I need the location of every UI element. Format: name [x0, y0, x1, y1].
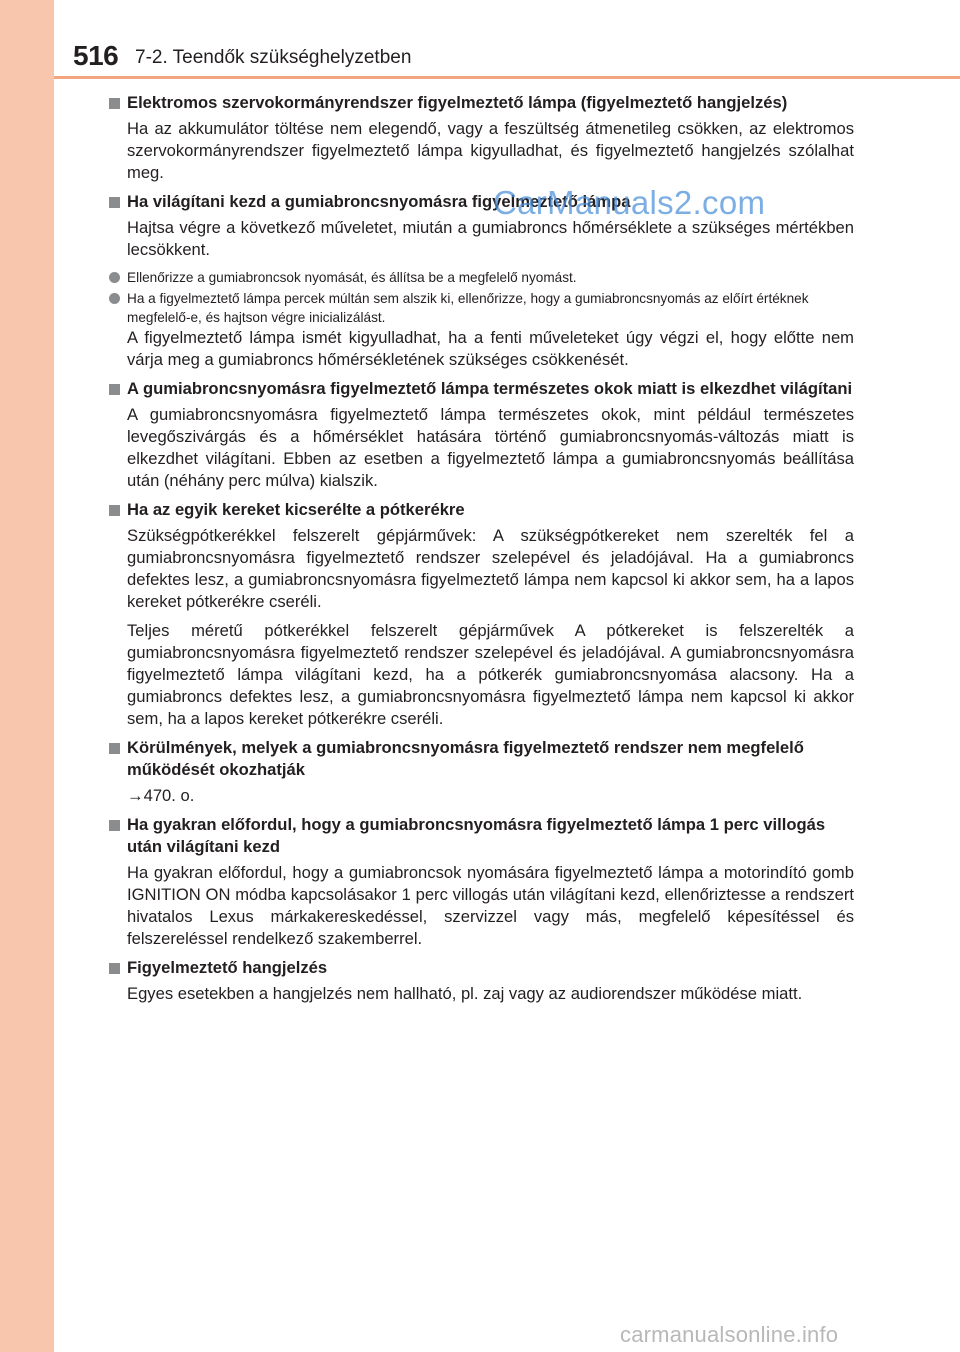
- square-bullet-icon: [109, 963, 120, 974]
- section-paragraph: A figyelmeztető lámpa ismét kigyulladhat, ha a fenti műveleteket úgy végzi el, hogy előtte nem várja meg a gumiabroncs hőmérsékletének szükséges csökkenését.: [127, 328, 854, 369]
- section-heading-text: Ha az egyik kereket kicserélte a pótkerékre: [127, 500, 465, 519]
- section-heading-text: Ha világítani kezd a gumiabroncsnyomásra figyelmeztető lámpa: [127, 192, 631, 211]
- list-item-text: Ellenőrizze a gumiabroncsok nyomását, és állítsa be a megfelelő nyomást.: [127, 270, 577, 285]
- section-heading-text: Ha gyakran előfordul, hogy a gumiabroncsnyomásra figyelmeztető lámpa 1 perc villogás után világítani kezd: [127, 815, 826, 856]
- round-bullet-icon: [109, 272, 120, 283]
- list-item: [108, 268, 854, 287]
- section-heading-text: A gumiabroncsnyomásra figyelmeztető lámpa természetes okok miatt is elkezdhet világítani: [127, 379, 853, 398]
- section-paragraph: Szükségpótkerékkel felszerelt gépjárművek: A szükségpótkereket nem szerelték fel a gumiabroncsnyomásra figyelmeztető rendszer szelepével és jeladójával. Ha a gumiabroncs defektes lesz, a gumiabroncsnyomásra figyelmeztető lámpa nem kapcsol ki akkor sem, ha a lapos kereket pótkerékre cseréli.: [127, 526, 854, 611]
- round-bullet-icon: [109, 293, 120, 304]
- page-content: [108, 92, 854, 1012]
- watermark-bottom: carmanualsonline.info: [620, 1322, 839, 1347]
- section-paragraph: Teljes méretű pótkerékkel felszerelt gépjárművek A pótkereket is felszerelték a gumiabroncsnyomásra figyelmeztető rendszer szelepével és jeladójával. A gumiabroncsnyomásra figyelmeztető lámpa világítani kezd, ha a pótkerék gumiabroncsnyomása alacsony. Ha a gumiabroncs defektes lesz, a gumiabroncsnyomásra figyelmeztető lámpa nem kapcsol ki akkor sem, ha a lapos kereket pótkerékre cseréli.: [127, 621, 854, 728]
- section-heading: [108, 378, 854, 400]
- header-divider: [54, 76, 960, 79]
- section-paragraph: Hajtsa végre a következő műveletet, miután a gumiabroncs hőmérséklete a szükséges mértékben lecsökkent.: [127, 218, 854, 259]
- square-bullet-icon: [109, 820, 120, 831]
- square-bullet-icon: [109, 505, 120, 516]
- page-reference-link[interactable]: →470. o.: [127, 786, 195, 805]
- page-number: 516: [73, 40, 119, 71]
- square-bullet-icon: [109, 743, 120, 754]
- square-bullet-icon: [109, 98, 120, 109]
- section-paragraph: Ha gyakran előfordul, hogy a gumiabroncsok nyomására figyelmeztető lámpa a motorindító gomb IGNITION ON módba kapcsolásakor 1 perc villogás után világítani kezd, ellenőriztesse a rendszert hivatalos Lexus márkakereskedéssel, szervizzel vagy más, megfelelő képesítéssel és felszereléssel rendelkező szakemberrel.: [127, 863, 854, 948]
- section-paragraph: Egyes esetekben a hangjelzés nem hallható, pl. zaj vagy az audiorendszer működése miatt.: [127, 984, 803, 1003]
- section-heading-text: Figyelmeztető hangjelzés: [127, 958, 328, 977]
- page-header: [73, 40, 960, 80]
- square-bullet-icon: [109, 197, 120, 208]
- section-heading: [108, 737, 854, 781]
- section-heading: [108, 957, 854, 979]
- section-heading: [108, 814, 854, 858]
- list-item-text: Ha a figyelmeztető lámpa percek múltán sem alszik ki, ellenőrizze, hogy a gumiabroncsnyomás az előírt értéknek megfelelő-e, és hajtson végre inicializálást.: [127, 291, 809, 325]
- section-heading: [108, 92, 854, 114]
- list-item: [108, 289, 854, 327]
- section-heading: [108, 499, 854, 521]
- side-color-strip: [0, 0, 54, 1352]
- section-heading-text: Körülmények, melyek a gumiabroncsnyomásra figyelmeztető rendszer nem megfelelő működését okozhatják: [127, 738, 804, 779]
- section-paragraph: A gumiabroncsnyomásra figyelmeztető lámpa természetes okok, mint például természetes levegőszivárgás és a hőmérséklet hatására történő gumiabroncsnyomás-változás miatt is elkezdhet világítani. Ebben az esetben a figyelmeztető lámpa a gumiabroncsnyomás beállítása után (néhány perc múlva) kialszik.: [127, 405, 854, 490]
- watermark-top: CarManuals2.com: [493, 184, 766, 221]
- section-paragraph: Ha az akkumulátor töltése nem elegendő, vagy a feszültség átmenetileg csökken, az elektromos szervokormányrendszer figyelmeztető lámpa kigyulladhat, és figyelmeztető hangjelzés szólalhat meg.: [127, 119, 854, 182]
- chapter-title: 7-2. Teendők szükséghelyzetben: [135, 47, 412, 68]
- section-heading-text: Elektromos szervokormányrendszer figyelmeztető lámpa (figyelmeztető hangjelzés): [127, 93, 788, 112]
- square-bullet-icon: [109, 384, 120, 395]
